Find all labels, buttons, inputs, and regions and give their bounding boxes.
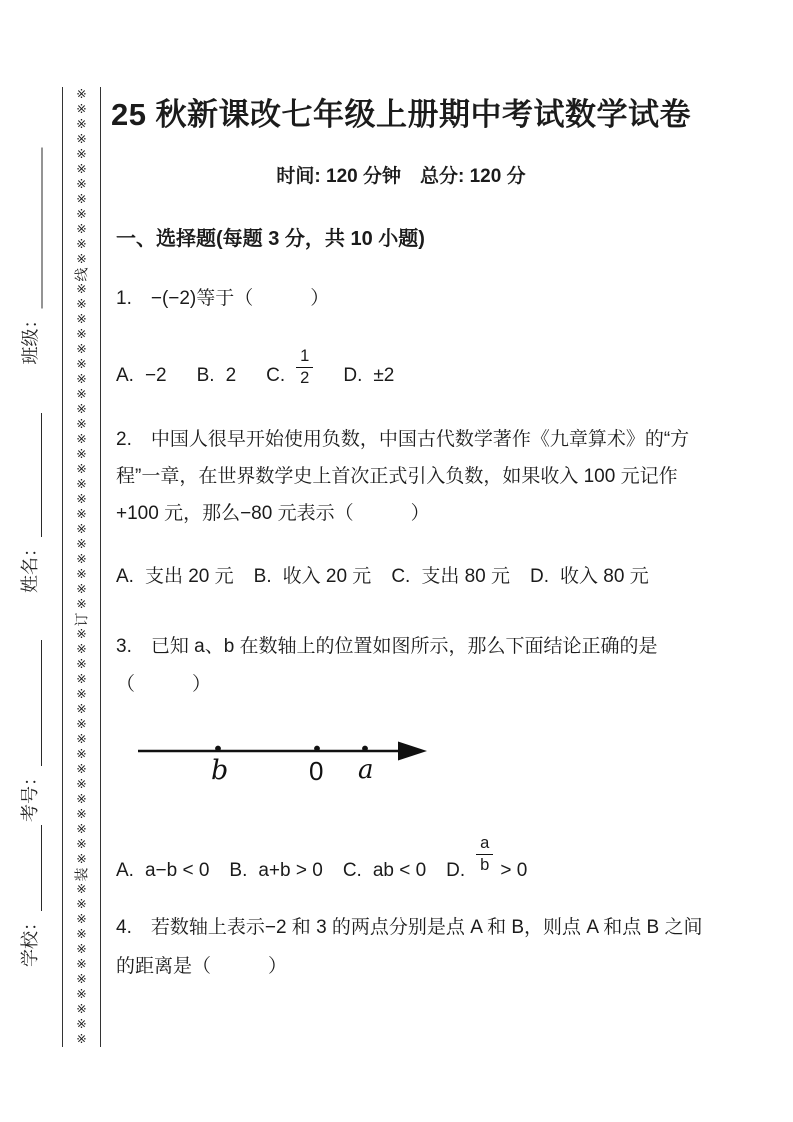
strip-mark: ※ — [76, 237, 87, 251]
strip-mark: ※ — [76, 642, 87, 656]
option-2d-label: D. — [530, 566, 550, 587]
strip-mark: ※ — [76, 837, 87, 851]
option-1d-value: ±2 — [373, 365, 395, 387]
strip-mark: ※ — [76, 522, 87, 536]
strip-mark: ※ — [76, 732, 87, 746]
option-2b-label: B. — [253, 566, 272, 587]
strip-mark: ※ — [76, 402, 87, 416]
strip-mark: ※ — [76, 552, 87, 566]
strip-mark: ※ — [76, 567, 87, 581]
strip-mark: ※ — [76, 1032, 87, 1046]
strip-mark: ※ — [76, 702, 87, 716]
question-4-line1: 4. 若数轴上表示−2 和 3 的两点分别是点 A 和 B，则点 A 和点 B 之间 — [116, 917, 703, 938]
option-1d — [343, 365, 394, 388]
binding-line-char: 装 — [73, 867, 89, 882]
option-2a — [116, 566, 234, 589]
strip-mark: ※ — [76, 297, 87, 311]
binding-line-char: 线 — [73, 267, 89, 282]
page-title: 25 秋新课改七年级上册期中考试数学试卷 — [110, 97, 692, 132]
strip-mark: ※ — [76, 747, 87, 761]
question-3-line1: 3. 已知 a、b 在数轴上的位置如图所示，那么下面结论正确的是 — [116, 636, 658, 657]
seal-label-school-text: 学校： — [20, 913, 40, 967]
strip-mark: ※ — [76, 657, 87, 671]
option-1b-value: 2 — [225, 365, 237, 387]
option-1b-label: B. — [196, 365, 215, 387]
option-1a-value: −2 — [144, 365, 167, 387]
point-a-dot — [362, 746, 368, 752]
strip-mark: ※ — [76, 1002, 87, 1016]
strip-mark: ※ — [76, 387, 87, 401]
strip-mark: ※ — [76, 177, 87, 191]
strip-mark: ※ — [76, 582, 87, 596]
strip-mark: ※ — [76, 102, 87, 116]
option-1b — [197, 365, 237, 388]
strip-mark: ※ — [76, 792, 87, 806]
seal-label-name-text: 姓名： — [20, 539, 40, 593]
seal-label-class-blank — [23, 148, 43, 309]
option-2d-value: 收入 80 元 — [560, 566, 649, 587]
option-3d-label: D. — [446, 860, 466, 882]
option-3d — [446, 834, 527, 883]
question-1-text: 1. −(−2)等于（ ） — [116, 288, 330, 309]
strip-mark: ※ — [76, 417, 87, 431]
option-2a-label: A. — [116, 566, 134, 587]
question-3-line2: （ ） — [116, 674, 212, 695]
strip-mark: ※ — [76, 777, 87, 791]
strip-mark: ※ — [76, 957, 87, 971]
seal-label-school-blank — [22, 825, 42, 911]
question-2-line1: 2. 中国人很早开始使用负数，中国古代数学著作《九章算术》的“方 — [116, 429, 690, 450]
strip-mark: ※ — [76, 132, 87, 146]
option-1c-label: C. — [266, 365, 286, 387]
strip-mark: ※ — [76, 537, 87, 551]
binding-strip — [62, 87, 101, 1047]
strip-mark: ※ — [76, 882, 87, 896]
question-2-line2: 程”一章，在世界数学史上首次正式引入负数，如果收入 100 元记作 — [116, 466, 678, 487]
section-heading: 一、选择题(每题 3 分，共 10 小题) — [116, 228, 425, 250]
option-2a-value: 支出 20 元 — [144, 566, 234, 587]
option-3b-value: a+b > 0 — [258, 860, 323, 882]
strip-mark: ※ — [76, 897, 87, 911]
strip-mark: ※ — [76, 477, 87, 491]
strip-mark: ※ — [76, 222, 87, 236]
seal-label-class — [19, 148, 43, 365]
point-a-label: a — [358, 755, 374, 785]
option-3a-value: a−b < 0 — [144, 860, 210, 882]
strip-mark: ※ — [76, 687, 87, 701]
strip-mark: ※ — [76, 312, 87, 326]
option-3b-label: B. — [229, 860, 248, 882]
strip-mark: ※ — [76, 912, 87, 926]
strip-mark: ※ — [76, 672, 87, 686]
strip-mark: ※ — [76, 447, 87, 461]
seal-label-examno-text: 考号： — [20, 768, 40, 822]
strip-mark: ※ — [76, 852, 87, 866]
option-1a-label: A. — [116, 365, 134, 387]
option-2c — [391, 566, 510, 589]
strip-mark: ※ — [76, 822, 87, 836]
binding-line-char: 订 — [73, 612, 89, 627]
fraction-denominator: b — [480, 855, 490, 874]
point-zero-label: 0 — [309, 756, 324, 786]
strip-mark: ※ — [76, 507, 87, 521]
option-2c-label: C. — [391, 566, 411, 587]
strip-mark: ※ — [76, 207, 87, 221]
question-2-options — [116, 566, 649, 589]
option-3d-suffix: > 0 — [500, 860, 528, 882]
strip-mark: ※ — [76, 147, 87, 161]
strip-mark: ※ — [76, 372, 87, 386]
option-2b-value: 收入 20 元 — [282, 566, 372, 587]
strip-mark: ※ — [76, 342, 87, 356]
strip-mark: ※ — [76, 492, 87, 506]
seal-label-class-text: 班级： — [20, 310, 41, 365]
question-1-options — [116, 342, 394, 388]
option-3c — [343, 860, 426, 883]
fraction-numerator: a — [476, 834, 493, 854]
strip-mark: ※ — [76, 942, 87, 956]
option-3c-value: ab < 0 — [372, 860, 427, 882]
fraction-numerator: 1 — [296, 347, 313, 367]
seal-label-school — [18, 825, 42, 967]
seal-label-name-blank — [22, 413, 42, 537]
point-zero-dot — [314, 746, 320, 752]
seal-label-examno — [18, 640, 42, 822]
option-1c-fraction — [296, 347, 313, 387]
strip-mark: ※ — [76, 432, 87, 446]
option-1d-label: D. — [343, 365, 363, 387]
strip-mark: ※ — [76, 762, 87, 776]
strip-mark: ※ — [76, 1017, 87, 1031]
strip-mark: ※ — [76, 987, 87, 1001]
strip-mark: ※ — [76, 927, 87, 941]
strip-mark: ※ — [76, 282, 87, 296]
point-b-label: b — [211, 755, 229, 786]
strip-mark: ※ — [76, 192, 87, 206]
number-line-arrowhead-icon — [398, 742, 427, 761]
number-line-diagram — [126, 736, 438, 788]
option-3b — [229, 860, 322, 883]
option-1a — [116, 365, 167, 388]
question-4-line2: 的距离是（ ） — [116, 956, 288, 977]
strip-mark: ※ — [76, 357, 87, 371]
strip-mark: ※ — [76, 327, 87, 341]
question-3-options — [116, 835, 527, 883]
exam-info-line: 时间: 120 分钟 总分: 120 分 — [276, 166, 526, 187]
strip-mark: ※ — [76, 597, 87, 611]
option-2b — [254, 566, 372, 589]
option-3c-label: C. — [342, 860, 362, 882]
strip-mark: ※ — [76, 972, 87, 986]
strip-mark: ※ — [76, 117, 87, 131]
strip-mark: ※ — [76, 627, 87, 641]
strip-mark: ※ — [76, 717, 87, 731]
seal-label-examno-blank — [22, 640, 42, 766]
strip-mark: ※ — [76, 462, 87, 476]
option-3a-label: A. — [116, 860, 134, 882]
point-b-dot — [215, 746, 221, 752]
question-2-line3: +100 元，那么−80 元表示（ ） — [116, 503, 430, 524]
strip-mark: ※ — [76, 252, 87, 266]
option-2c-value: 支出 80 元 — [421, 566, 511, 587]
option-3a — [116, 860, 209, 883]
strip-mark: ※ — [76, 807, 87, 821]
seal-label-name — [18, 413, 42, 593]
strip-mark: ※ — [76, 87, 87, 101]
fraction-denominator: 2 — [300, 368, 310, 387]
option-1c — [266, 347, 313, 388]
option-2d — [530, 566, 649, 589]
option-3d-fraction — [476, 834, 493, 874]
strip-mark: ※ — [76, 162, 87, 176]
